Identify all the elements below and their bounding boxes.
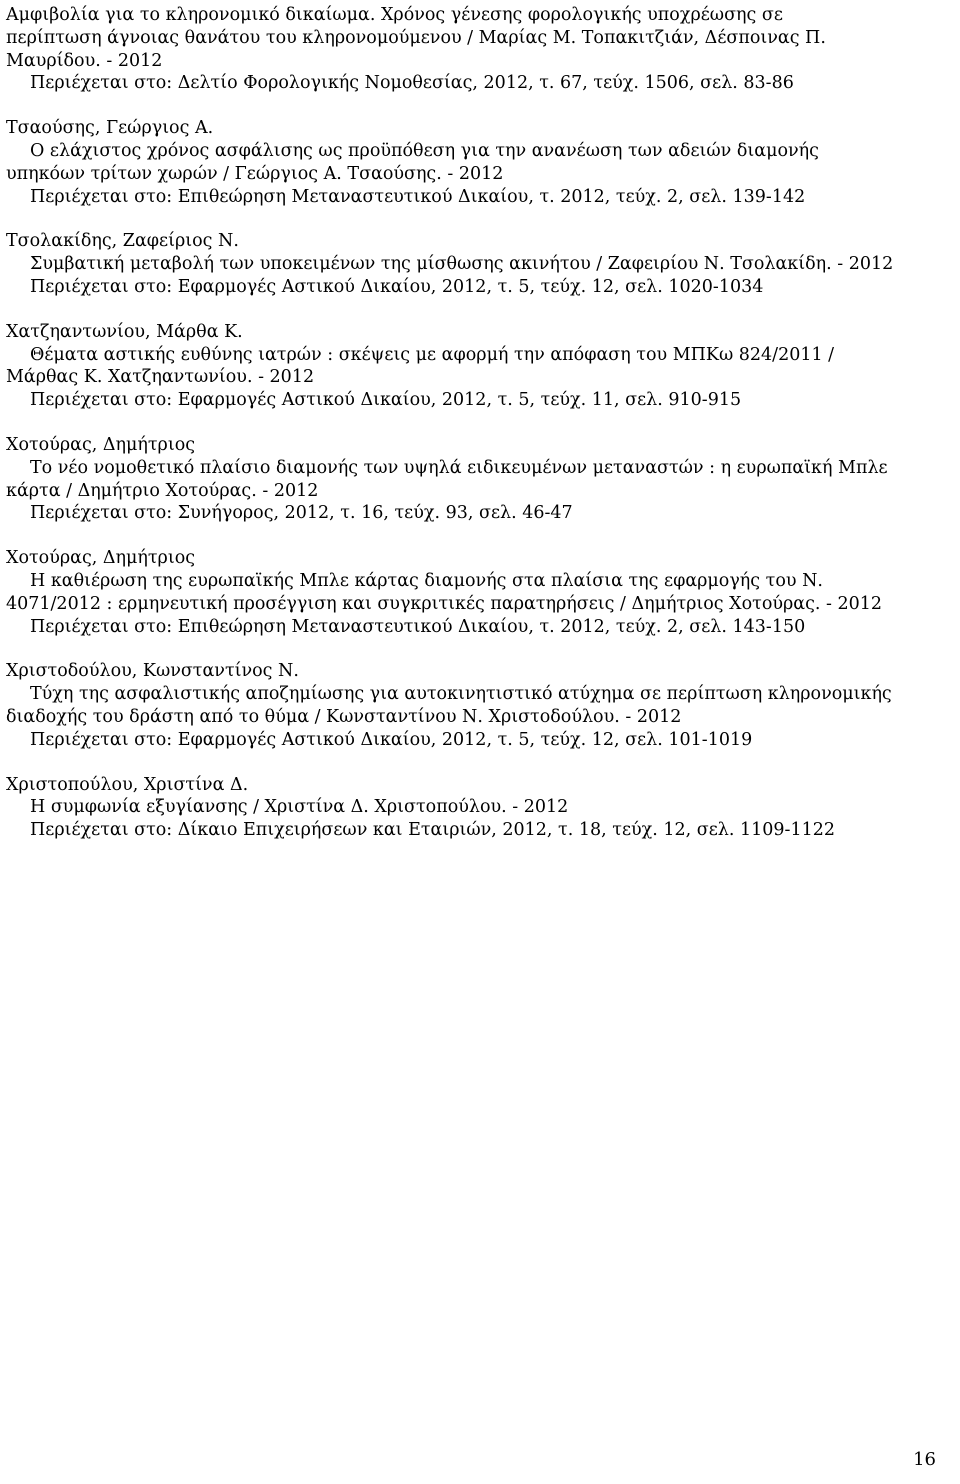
entry-title-line: περίπτωση άγνοιας θανάτου του κληρονομούμενου / Μαρίας Μ. Τοπακιτζιάν, Δέσποινας Π.: [6, 27, 826, 48]
bibliography-entry: [6, 321, 952, 412]
entry-title-line: Η καθιέρωση της ευρωπαϊκής Μπλε κάρτας διαμονής στα πλαίσια της εφαρμογής του Ν.: [30, 570, 823, 591]
entry-author: Χριστοπούλου, Χριστίνα Δ.: [6, 774, 249, 795]
entry-source: Περιέχεται στο: Δίκαιο Επιχειρήσεων και Εταιριών, 2012, τ. 18, τεύχ. 12, σελ. 1109-1122: [30, 820, 835, 841]
entry-title-line: Η συμφωνία εξυγίανσης / Χριστίνα Δ. Χριστοπούλου. - 2012: [30, 797, 569, 818]
entry-title-line: Ο ελάχιστος χρόνος ασφάλισης ως προϋπόθεση για την ανανέωση των αδειών διαμονής: [30, 140, 819, 161]
page-number: 16: [913, 1449, 936, 1470]
entry-author: Χοτούρας, Δημήτριος: [6, 434, 196, 455]
entry-author: Τσαούσης, Γεώργιος Α.: [6, 118, 214, 139]
bibliography-entry: [6, 774, 952, 842]
entry-title-line: διαδοχής του δράστη από το θύμα / Κωνσταντίνου Ν. Χριστοδούλου. - 2012: [6, 706, 682, 727]
bibliography-entry: [6, 117, 952, 208]
entry-source: Περιέχεται στο: Επιθεώρηση Μεταναστευτικού Δικαίου, τ. 2012, τεύχ. 2, σελ. 139-142: [30, 186, 806, 207]
bibliography-entry-continued: [6, 4, 952, 95]
entry-title-line: Θέματα αστικής ευθύνης ιατρών : σκέψεις με αφορμή την απόφαση του ΜΠΚω 824/2011 /: [30, 344, 835, 365]
bibliography-entry: [6, 230, 952, 298]
bibliography-page: [6, 4, 952, 864]
entry-title-line: Μαυρίδου. - 2012: [6, 50, 163, 71]
entry-source: Περιέχεται στο: Εφαρμογές Αστικού Δικαίου, 2012, τ. 5, τεύχ. 12, σελ. 101-1019: [30, 729, 753, 750]
entry-author: Χοτούρας, Δημήτριος: [6, 548, 196, 569]
entry-title-line: 4071/2012 : ερμηνευτική προσέγγιση και συγκριτικές παρατηρήσεις / Δημήτριος Χοτούρας. - 2012: [6, 593, 883, 614]
entry-title-line: Συμβατική μεταβολή των υποκειμένων της μίσθωσης ακινήτου / Ζαφειρίου Ν. Τσολακίδη. - 2012: [30, 254, 894, 275]
entry-author: Χατζηαντωνίου, Μάρθα Κ.: [6, 321, 243, 342]
bibliography-entry: [6, 434, 952, 525]
entry-title-line: Το νέο νομοθετικό πλαίσιο διαμονής των υψηλά ειδικευμένων μεταναστών : η ευρωπαϊκή Μπλε: [30, 457, 888, 478]
entry-author: Τσολακίδης, Ζαφείριος Ν.: [6, 231, 239, 252]
bibliography-entry: [6, 660, 952, 751]
entry-source: Περιέχεται στο: Δελτίο Φορολογικής Νομοθεσίας, 2012, τ. 67, τεύχ. 1506, σελ. 83-86: [30, 73, 794, 94]
entry-title-line: κάρτα / Δημήτριο Χοτούρας. - 2012: [6, 480, 319, 501]
entry-source: Περιέχεται στο: Συνήγορος, 2012, τ. 16, τεύχ. 93, σελ. 46-47: [30, 503, 573, 524]
entry-author: Χριστοδούλου, Κωνσταντίνος Ν.: [6, 661, 299, 682]
entry-source: Περιέχεται στο: Εφαρμογές Αστικού Δικαίου, 2012, τ. 5, τεύχ. 11, σελ. 910-915: [30, 390, 742, 411]
entry-source: Περιέχεται στο: Εφαρμογές Αστικού Δικαίου, 2012, τ. 5, τεύχ. 12, σελ. 1020-1034: [30, 276, 764, 297]
entry-source: Περιέχεται στο: Επιθεώρηση Μεταναστευτικού Δικαίου, τ. 2012, τεύχ. 2, σελ. 143-150: [30, 616, 806, 637]
entry-title-line: Αμφιβολία για το κληρονομικό δικαίωμα. Χρόνος γένεσης φορολογικής υποχρέωσης σε: [6, 5, 783, 25]
entry-title-line: Τύχη της ασφαλιστικής αποζημίωσης για αυτοκινητιστικό ατύχημα σε περίπτωση κληρονομικής: [30, 684, 892, 705]
entry-title-line: Μάρθας Κ. Χατζηαντωνίου. - 2012: [6, 367, 315, 388]
entry-title-line: υπηκόων τρίτων χωρών / Γεώργιος Α. Τσαούσης. - 2012: [6, 163, 504, 184]
bibliography-entry: [6, 547, 952, 638]
